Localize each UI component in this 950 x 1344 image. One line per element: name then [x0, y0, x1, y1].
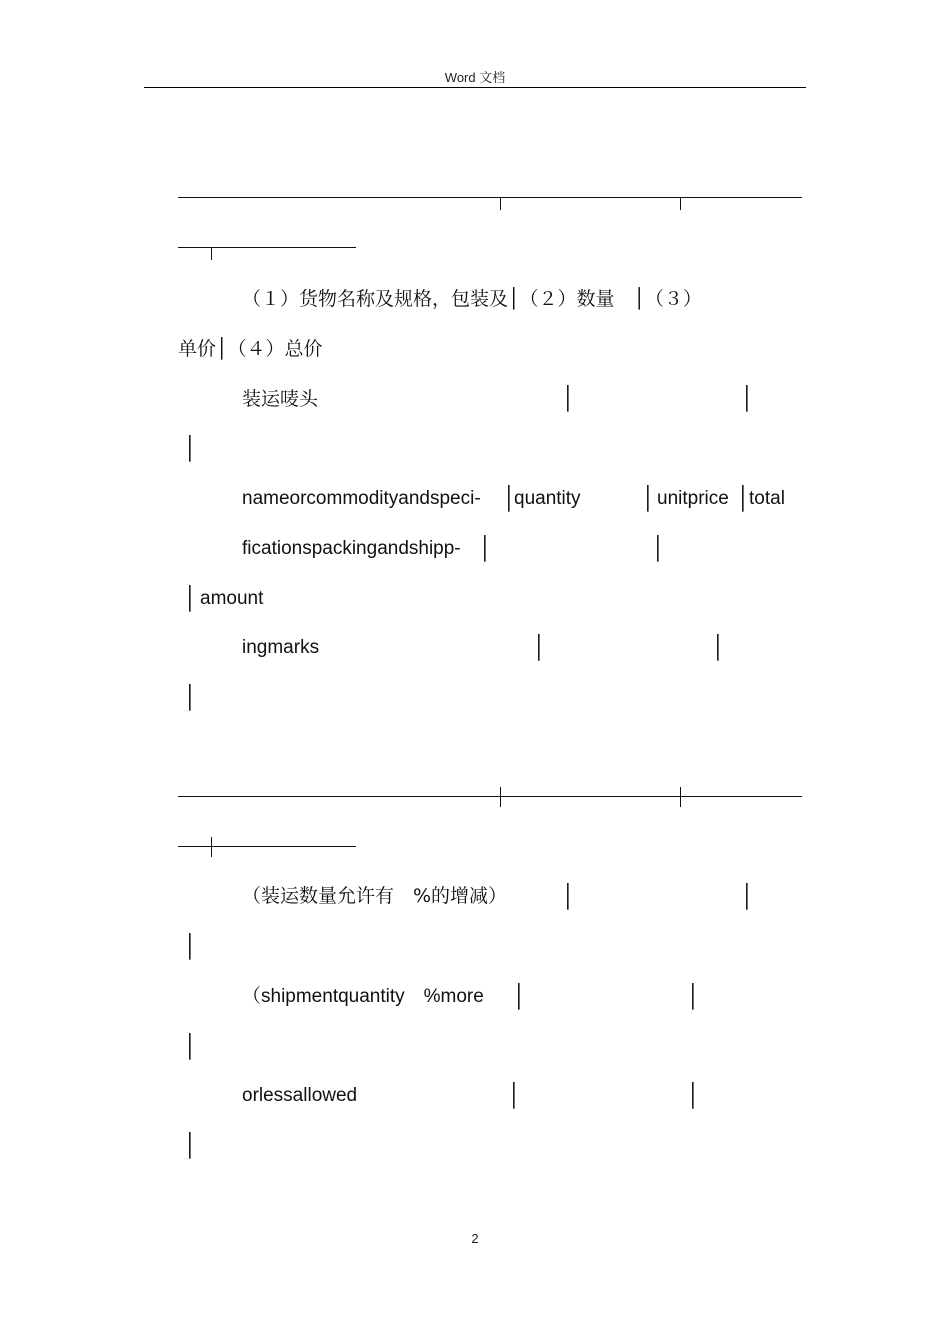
column-separator: │	[741, 385, 755, 410]
header-en-col2-line-1: quantity	[514, 488, 581, 509]
column-separator: │	[737, 485, 751, 510]
column-separator: │	[184, 585, 198, 610]
header-cn-line-1: （１）货物名称及规格，包装及│（２）数量 │（３）	[242, 288, 702, 310]
table-middle-tick	[500, 787, 501, 807]
column-separator: │	[184, 684, 198, 709]
column-separator: │	[741, 883, 755, 908]
column-separator: │	[562, 883, 576, 908]
column-separator: │	[712, 634, 726, 659]
header-en-col3-line-1: unitprice	[657, 488, 729, 509]
column-separator: │	[184, 1033, 198, 1058]
table-top-rule-continued	[178, 247, 356, 248]
header-en-col1-line-2: ficationspackingandshipp-	[242, 538, 461, 559]
shipment-cn-line: （装运数量允许有 %的增减）	[242, 885, 508, 907]
header-cn-line-2: 单价│（４）总价	[178, 338, 323, 360]
shipment-en-line-1: （shipmentquantity %more	[242, 986, 484, 1007]
table-top-tick	[211, 248, 212, 260]
header-cn-line-3: 装运唛头	[242, 388, 319, 410]
column-separator: │	[508, 1082, 522, 1107]
table-top-tick	[500, 198, 501, 210]
header-en-col1-line-1: nameorcommodityandspeci-	[242, 488, 481, 509]
page-header: Word 文档	[444, 70, 506, 85]
column-separator: │	[513, 983, 527, 1008]
table-middle-tick	[211, 837, 212, 857]
column-separator: │	[687, 1082, 701, 1107]
column-separator: │	[184, 435, 198, 460]
shipment-en-line-2: orlessallowed	[242, 1085, 358, 1106]
column-separator: │	[184, 1132, 198, 1157]
column-separator: │	[479, 535, 493, 560]
column-separator: │	[642, 485, 656, 510]
header-en-col4-line-2: amount	[200, 588, 264, 609]
page-number: 2	[471, 1231, 479, 1246]
column-separator: │	[562, 385, 576, 410]
table-top-rule	[178, 197, 802, 198]
header-en-col1-line-3: ingmarks	[242, 637, 320, 658]
table-middle-rule-continued	[178, 846, 356, 847]
table-middle-tick	[680, 787, 681, 807]
column-separator: │	[184, 933, 198, 958]
column-separator: │	[503, 485, 517, 510]
table-top-tick	[680, 198, 681, 210]
header-rule	[144, 87, 806, 88]
column-separator: │	[687, 983, 701, 1008]
header-en-col4-line-1: total	[749, 488, 785, 509]
column-separator: │	[652, 535, 666, 560]
column-separator: │	[533, 634, 547, 659]
table-middle-rule	[178, 796, 802, 797]
